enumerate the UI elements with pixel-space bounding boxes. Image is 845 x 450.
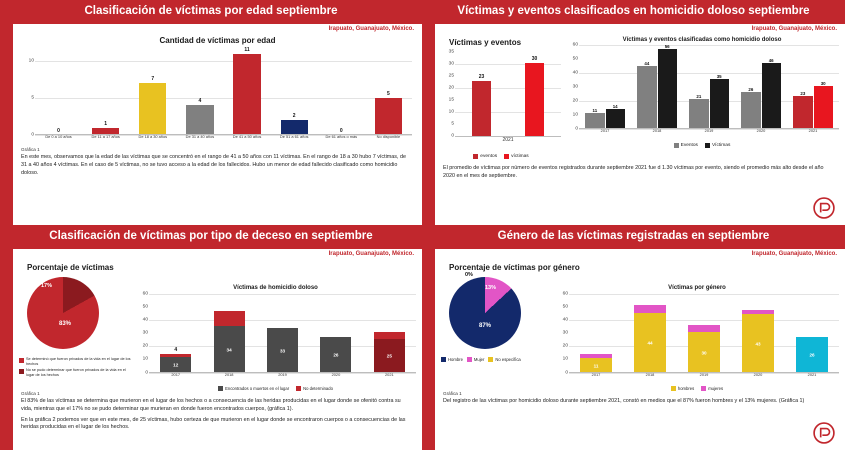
bar-value: 44 (644, 61, 650, 66)
stacked-bar (374, 332, 405, 373)
segment-hombres (688, 332, 719, 373)
bar-value: 30 (820, 81, 826, 86)
plot-area (441, 48, 561, 153)
panel-note (441, 396, 839, 406)
segment-hombres (742, 314, 773, 373)
bar-total (335, 330, 336, 336)
segment-mujeres (634, 305, 665, 313)
y-tick: 15 (448, 97, 454, 103)
panel-content (13, 260, 422, 450)
y-tick: 50 (142, 304, 148, 310)
stacked-bar (688, 325, 719, 373)
y-tick: 20 (142, 343, 148, 349)
panel-note (441, 159, 839, 181)
bars (149, 291, 416, 373)
stacked-bar (580, 354, 611, 373)
y-tick: 20 (562, 343, 568, 349)
x-tick: 2021 (385, 372, 394, 377)
pie-chart-deceso (19, 273, 131, 391)
legend-swatch-icon (504, 154, 509, 159)
legend (555, 386, 839, 391)
legend-item (19, 368, 131, 378)
accent-band (0, 24, 13, 225)
pie-area (441, 273, 551, 355)
y-tick: 40 (142, 317, 148, 323)
segment-hombres (580, 358, 611, 373)
y-tick: 50 (562, 304, 568, 310)
bar-value: 23 (478, 74, 485, 80)
x-tick: No disponible (376, 134, 401, 139)
chart-caption: Gráfica 1 (443, 391, 462, 396)
y-axis (441, 48, 455, 153)
x-tick: 2021 (807, 372, 817, 377)
x-tick: De 31 a 40 años (185, 134, 215, 139)
y-tick: 60 (562, 291, 568, 297)
x-tick: 2018 (645, 372, 655, 377)
pie-label-13: 13% (485, 285, 497, 291)
segment-value: 26 (809, 352, 815, 358)
bar-eventos (637, 61, 656, 129)
bar-slot (224, 47, 271, 135)
bar-value: 21 (696, 94, 702, 99)
brand-logo-icon (813, 422, 835, 444)
stacked-bar (742, 310, 773, 373)
x-tick: De 0 a 10 años (45, 134, 72, 139)
legend-label: Mujer (473, 357, 485, 362)
segment-encontrados (267, 328, 298, 373)
segment-value: 11 (593, 363, 599, 368)
legend-item (504, 154, 529, 159)
grouped-bars (741, 43, 781, 129)
panel-location: Irapuato, Guanajuato, México. (0, 24, 422, 35)
bar-total (282, 321, 283, 327)
bar-slot (309, 291, 362, 373)
y-axis (135, 291, 149, 386)
bar-slot (82, 47, 129, 135)
chart-caption: Gráfica 1 (21, 147, 40, 152)
y-tick: 60 (142, 291, 148, 297)
charts-row (441, 37, 839, 159)
panel-title: Género de las víctimas registradas en septiembre (422, 225, 845, 249)
legend-item (19, 357, 131, 367)
bar (233, 54, 260, 135)
bar-eventos (689, 94, 708, 129)
pie-label-0: 0% (465, 272, 473, 278)
x-tick: 2020 (331, 372, 341, 377)
legend-label: mujeres (708, 386, 724, 391)
bar-value: 7 (151, 76, 155, 82)
bar-group (787, 43, 839, 129)
bar-slot (271, 47, 318, 135)
bar-group (579, 43, 631, 129)
legend-item (671, 386, 694, 391)
legend (135, 386, 416, 391)
note-paragraph: Del registro de las víctimas por homicidio doloso durante septiembre 2021, constó en medios que el 87% fueron hombres y el 13% mujeres. (Gráfica 1) (443, 398, 805, 404)
x-tick: 2019 (699, 372, 709, 377)
legend-swatch-icon (701, 386, 706, 391)
legend-item (296, 386, 333, 391)
y-tick: 5 (31, 95, 34, 101)
legend-swatch-icon (705, 143, 710, 148)
bar-eventos (585, 108, 604, 129)
legend-label: víctimas (511, 154, 529, 159)
x-tick: 2018 (652, 128, 662, 133)
x-tick: De 41 a 50 años (232, 134, 262, 139)
note-paragraph: En la gráfica 2 podemos ver que en este mes, de 25 víctimas, hubo certeza de que murieron en el lugar donde se encontraron cuerpos o a consecuencias de las heridas producidas en el lugar de los hechos. (21, 416, 406, 431)
legend-item (218, 386, 289, 391)
segment-no-determinado (214, 311, 245, 326)
chart-eventos-victimas-historico (565, 37, 839, 159)
legend-item (467, 357, 484, 362)
stacked-bar (320, 337, 351, 373)
legend-swatch-icon (19, 358, 24, 363)
y-tick: 30 (562, 330, 568, 336)
legend-label: Eventos (680, 143, 698, 148)
segment-no-determinado (374, 332, 405, 339)
bar-slot (731, 291, 785, 373)
bar-group (631, 43, 683, 129)
y-tick: 0 (451, 133, 454, 139)
y-tick: 20 (572, 98, 578, 104)
y-tick: 10 (448, 109, 454, 115)
legend-swatch-icon (488, 357, 493, 362)
bars (35, 47, 412, 135)
legend-swatch-icon (19, 369, 24, 374)
bar-slot (202, 291, 255, 373)
x-tick: 2018 (224, 372, 234, 377)
chart-title: Cantidad de víctimas por edad (159, 36, 276, 45)
panel-content (435, 35, 845, 225)
pie-legend (441, 357, 551, 362)
bar-slot (623, 291, 677, 373)
grouped-bars (793, 43, 833, 129)
bars (579, 43, 839, 129)
y-tick: 10 (28, 58, 34, 64)
bar-group (683, 43, 735, 129)
bar-value: 35 (716, 74, 722, 79)
bar-victimas (710, 74, 729, 129)
y-tick: 40 (562, 317, 568, 323)
y-tick: 10 (572, 112, 578, 118)
segment-value: 26 (333, 352, 339, 358)
x-tick: 2020 (756, 128, 766, 133)
bar-slot (256, 291, 309, 373)
bar-slot (35, 47, 82, 135)
charts-row (441, 273, 839, 391)
plot-area (555, 291, 839, 386)
brand-logo-icon (813, 197, 835, 219)
bar-victimas (814, 81, 833, 129)
bar (375, 98, 402, 135)
bar-slot (129, 47, 176, 135)
bars (569, 291, 839, 373)
panel-content (435, 260, 845, 450)
legend-label: No se pudo determinar que fueron privados de la vida en el lugar de los hechos (26, 368, 126, 378)
panel-title: Víctimas y eventos clasificados en homicidio doloso septiembre (422, 0, 845, 24)
segment-value: 33 (279, 348, 286, 353)
legend-item (674, 143, 698, 148)
note-paragraph: En este mes, observamos que la edad de las víctimas que se concentró en el rango de 41 a 50 años con 11 víctimas. En el rango de 18 a 30 hubo 7 víctimas, de 31 a 40 años 4 víctimas. En el caso de 5 víctimas, no se tuvo acceso a la edad de los fallecidos. Hubo un menor de edad fallecido clasificado como homicidio doloso. (21, 154, 406, 176)
legend-label: No determinado (303, 386, 333, 391)
bar-chart-edad (21, 47, 412, 147)
y-tick: 5 (451, 121, 454, 127)
bar-total (228, 304, 229, 310)
y-tick: 10 (142, 356, 148, 362)
x-tick: 2017 (591, 372, 601, 377)
x-labels (579, 129, 839, 140)
bar-value: 46 (768, 58, 774, 63)
panel-tipo-de-deceso (0, 225, 422, 450)
plot-area (565, 43, 839, 143)
bar-value: 14 (612, 104, 618, 109)
y-axis (555, 291, 569, 386)
y-tick: 35 (448, 49, 454, 55)
chart-title: Porcentaje de víctimas por género (449, 263, 580, 272)
grouped-bars (585, 43, 625, 129)
bar-total: 4 (174, 347, 178, 353)
y-tick: 30 (572, 84, 578, 90)
x-tick: 2021 (808, 128, 818, 133)
x-labels (35, 135, 412, 147)
segment-value: 25 (386, 353, 392, 359)
bar-total (389, 325, 390, 331)
segment-encontrados (160, 357, 191, 373)
y-tick: 0 (31, 132, 34, 138)
bar (139, 83, 166, 135)
legend-swatch-icon (441, 357, 446, 362)
y-tick: 25 (448, 73, 454, 79)
chart-victimas-por-genero (555, 273, 839, 391)
legend-item (488, 357, 520, 362)
stacked-bar (160, 354, 191, 373)
pie-area (19, 273, 129, 355)
bar-slot (363, 291, 416, 373)
bar-value: 2 (292, 113, 296, 119)
legend-label: Víctimas (711, 143, 731, 148)
legend-swatch-icon (467, 357, 472, 362)
segment-hombres (634, 313, 665, 373)
note-paragraph: El promedio de víctimas por número de eventos registrados durante septiembre 2021 fue d 1.30 víctimas por evento, siendo el promedio más alto desde el año 2020 en el mes de septiembre. (443, 165, 824, 179)
grouped-bars (637, 43, 677, 129)
legend-swatch-icon (671, 386, 676, 391)
panel-victimas-por-edad (0, 0, 422, 225)
note-paragraph: El 83% de las víctimas se determina que murieron en el lugar de los hechos o a consecuencia de las heridas producidas en el lugar donde se ofenitó contra su vida, mientras que el 17% no se pudo determinar que murieran en donde fueron encontrados cuerpos, (gráfica 1). (21, 398, 401, 412)
y-axis (21, 47, 35, 147)
legend-item (441, 357, 463, 362)
charts-row (19, 273, 416, 391)
legend-label: No específica (495, 357, 521, 362)
y-tick: 40 (572, 70, 578, 76)
y-tick: 10 (562, 356, 568, 362)
accent-band (422, 24, 435, 225)
segment-value: 12 (173, 362, 179, 368)
y-tick: 0 (145, 370, 148, 376)
panel-victimas-eventos (422, 0, 845, 225)
bar-value: 1 (104, 121, 108, 127)
panel-location: Irapuato, Guanajuato, México. (0, 249, 422, 260)
y-tick: 30 (142, 330, 148, 336)
pie (27, 277, 99, 349)
bar-value: 30 (531, 56, 538, 62)
bar-slot (785, 291, 839, 373)
chart-eventos-victimas-2021 (441, 37, 561, 159)
segment-encontrados (214, 326, 245, 373)
legend-item (701, 386, 723, 391)
panel-location: Irapuato, Guanajuato, México. (422, 24, 845, 35)
x-tick: 2017 (171, 372, 181, 377)
x-labels (455, 138, 561, 148)
bar-slot (176, 47, 223, 135)
chart-title: Víctimas y eventos (449, 38, 522, 47)
bar-victimas (658, 44, 677, 129)
chart-title: Víctimas y eventos clasificadas como homicidio doloso (622, 37, 782, 43)
x-tick: 2019 (278, 372, 287, 377)
bar-slot (318, 47, 365, 135)
y-tick: 50 (572, 56, 578, 62)
chart-caption: Gráfica 1 (21, 391, 40, 396)
segment-value: 44 (647, 340, 653, 346)
bar-value: 56 (664, 44, 670, 49)
y-tick: 60 (572, 42, 578, 48)
bar-victimas (762, 58, 781, 129)
panel-note (19, 396, 416, 432)
x-tick: 2020 (753, 372, 763, 377)
bar-eventos (741, 87, 760, 129)
y-tick: 0 (565, 370, 568, 376)
panel-title: Clasificación de víctimas por edad septiembre (0, 0, 422, 24)
bar-eventos (793, 91, 812, 129)
panel-note (19, 152, 416, 177)
chart-victimas-homicidio (135, 273, 416, 391)
bar-victimas (525, 63, 543, 137)
legend-swatch-icon (218, 386, 223, 391)
bar (186, 105, 213, 135)
bar-slot (677, 291, 731, 373)
bar-value: 0 (339, 128, 343, 134)
bar-eventos (472, 81, 490, 137)
segment-value: 34 (226, 347, 232, 352)
x-tick: 2021 (502, 137, 514, 143)
y-tick: 30 (448, 61, 454, 67)
pie-label-87: 87% (479, 323, 492, 329)
bar-slot (149, 291, 202, 373)
x-tick: De 61 años o más (325, 134, 358, 139)
pie-label-17: 17% (41, 283, 53, 289)
panel-genero-victimas (422, 225, 845, 450)
legend-label: Encontrados o muertos en el lugar (225, 386, 290, 391)
bar-value: 26 (748, 87, 754, 92)
panel-title: Clasificación de víctimas por tipo de deceso en septiembre (0, 225, 422, 249)
x-labels (569, 373, 839, 384)
bar-value: 23 (800, 91, 806, 96)
panel-location: Irapuato, Guanajuato, México. (422, 249, 845, 260)
bar-victimas (606, 104, 625, 129)
stacked-bar (796, 337, 827, 373)
pie-chart-genero (441, 273, 551, 391)
chart-title: Víctimas de homicidio doloso (233, 285, 318, 291)
pie-label-83: 83% (59, 321, 72, 327)
legend-item (473, 154, 497, 159)
y-tick: 20 (448, 85, 454, 91)
y-axis (565, 43, 579, 143)
bar-slot (508, 48, 561, 137)
segment-encontrados (374, 339, 405, 373)
bar (281, 120, 308, 135)
bar-slot (365, 47, 412, 135)
bar-value: 4 (198, 98, 202, 104)
bar-value: 11 (244, 47, 250, 53)
legend-swatch-icon (296, 386, 301, 391)
bar-value: 5 (387, 91, 390, 97)
x-tick: De 11 a 17 años (91, 134, 120, 139)
x-tick: De 51 a 61 años (279, 134, 309, 139)
pie-legend (19, 357, 131, 379)
legend-swatch-icon (674, 143, 679, 148)
segment-mujeres (688, 325, 719, 332)
x-tick: 2017 (600, 128, 610, 133)
bar-value: 11 (592, 108, 598, 113)
legend (441, 154, 561, 159)
segment-value: 30 (701, 350, 707, 355)
x-tick: De 18 a 30 años (138, 134, 168, 139)
legend-label: eventos (480, 154, 498, 159)
legend-label: hombres (677, 386, 695, 391)
bars (455, 48, 561, 137)
segment-hombres (796, 337, 827, 373)
bar-slot (455, 48, 508, 137)
stacked-bar (634, 305, 665, 373)
grouped-bars (689, 43, 729, 129)
segment-encontrados (320, 337, 351, 373)
bar-value: 0 (57, 128, 60, 134)
panel-content (13, 33, 422, 225)
y-tick: 0 (575, 126, 578, 132)
bar-slot (569, 291, 623, 373)
legend-swatch-icon (473, 154, 478, 159)
legend (565, 143, 839, 148)
stacked-bar (214, 311, 245, 373)
chart-title: Víctimas por género (668, 285, 726, 291)
segment-value: 43 (755, 341, 761, 346)
legend-item (705, 143, 730, 148)
stacked-bar (267, 328, 298, 373)
x-labels (149, 373, 416, 384)
accent-band (422, 249, 435, 450)
legend-label: Se determinó que fueron privados de la vida en el lugar de los hechos (26, 357, 131, 367)
accent-band (0, 249, 13, 450)
plot-area (135, 291, 416, 386)
bar-group (735, 43, 787, 129)
chart-title: Porcentaje de víctimas (27, 263, 114, 272)
legend-label: Hombre (448, 357, 463, 362)
x-tick: 2019 (704, 128, 714, 133)
